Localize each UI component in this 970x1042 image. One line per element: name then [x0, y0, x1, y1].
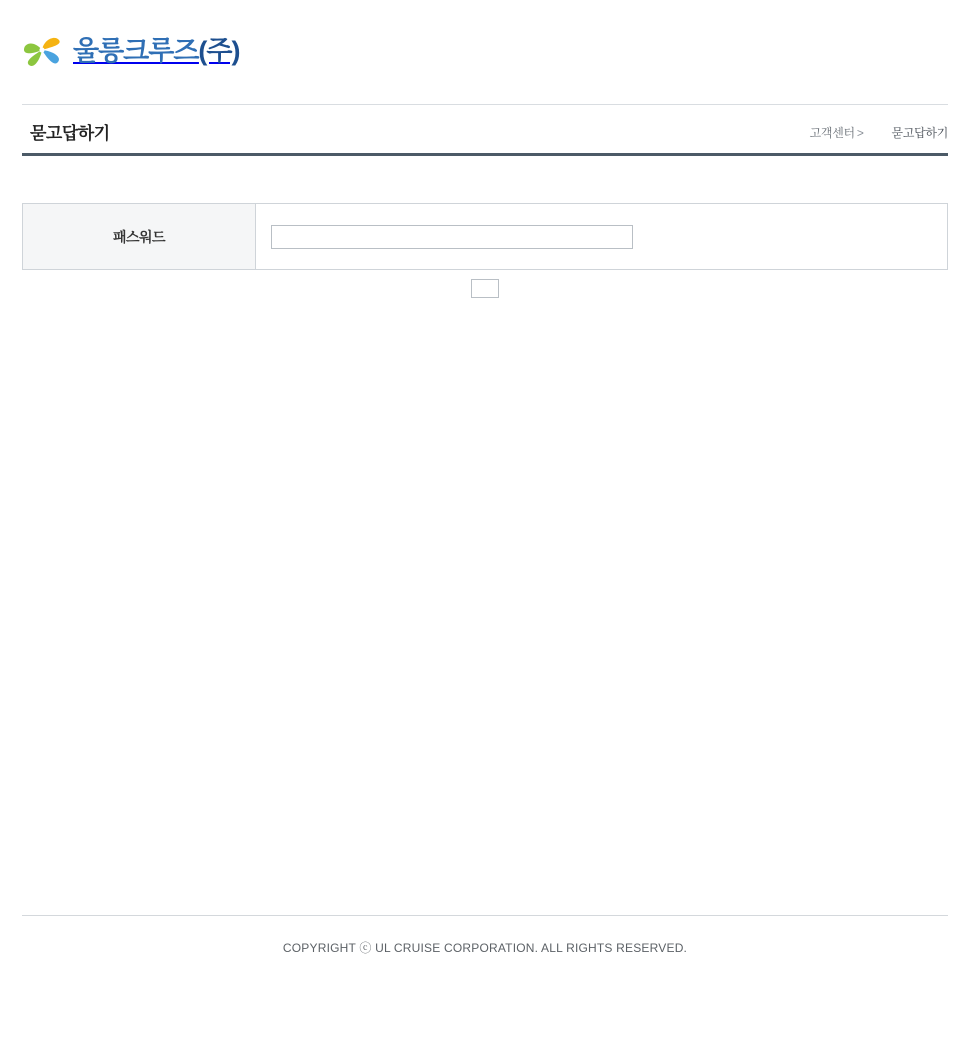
- form-actions: [22, 279, 948, 298]
- page-titlebar: [22, 104, 948, 156]
- password-input[interactable]: [271, 225, 633, 249]
- breadcrumb-parent[interactable]: 고객센터: [809, 126, 855, 140]
- brand-suffix: (주): [198, 35, 240, 66]
- copyright-text: COPYRIGHT ⓒ UL CRUISE CORPORATION. ALL RIGHTS RESERVED.: [282, 941, 688, 955]
- table-row: [23, 204, 948, 270]
- confirm-button[interactable]: [471, 279, 499, 298]
- site-footer: [22, 915, 948, 956]
- pinwheel-flower-logo-icon: [22, 30, 64, 72]
- breadcrumb-current: 묻고답하기: [891, 126, 948, 140]
- brand-name: 울릉크루즈: [73, 35, 199, 66]
- password-form-table: [22, 203, 948, 270]
- page-title: 묻고답하기: [30, 124, 110, 143]
- password-field-cell: [256, 204, 948, 270]
- breadcrumb: [810, 124, 948, 141]
- brand-wordmark: [73, 35, 240, 66]
- password-label: 패스워드: [23, 204, 256, 270]
- breadcrumb-separator: >: [856, 126, 864, 140]
- main-content: [22, 203, 948, 298]
- site-header: [0, 0, 970, 104]
- site-logo-link[interactable]: [22, 30, 240, 72]
